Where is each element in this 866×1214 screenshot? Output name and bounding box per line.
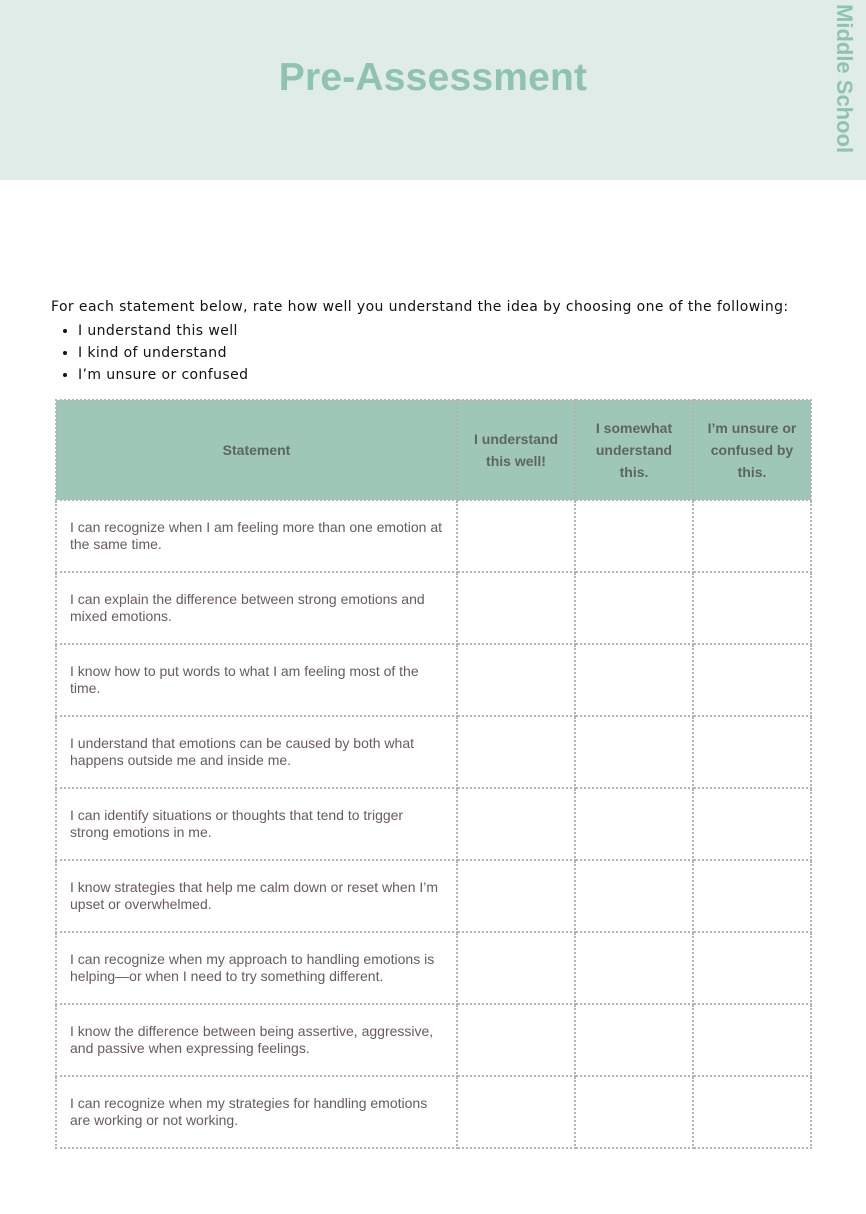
- statement-cell: I can explain the difference between strong emotions and mixed emotions.: [56, 572, 457, 644]
- statement-cell: I understand that emotions can be caused by both what happens outside me and inside me.: [56, 716, 457, 788]
- rating-cell-well[interactable]: [457, 644, 575, 716]
- page-title: Pre-Assessment: [278, 56, 588, 99]
- header-statement: Statement: [56, 400, 457, 500]
- rating-cell-somewhat[interactable]: [575, 1076, 693, 1148]
- statement-cell: I can recognize when my strategies for handling emotions are working or not working.: [56, 1076, 457, 1148]
- table-row: [56, 644, 811, 716]
- rating-cell-well[interactable]: [457, 788, 575, 860]
- rating-cell-unsure[interactable]: [693, 860, 811, 932]
- rating-cell-somewhat[interactable]: [575, 716, 693, 788]
- table-row: [56, 788, 811, 860]
- rating-option: • I kind of understand: [78, 342, 841, 364]
- rating-cell-unsure[interactable]: [693, 1076, 811, 1148]
- table-row: [56, 1076, 811, 1148]
- rating-cell-well[interactable]: [457, 1076, 575, 1148]
- rating-option: • I understand this well: [78, 320, 841, 342]
- rating-cell-unsure[interactable]: [693, 716, 811, 788]
- rating-cell-well[interactable]: [457, 1004, 575, 1076]
- rating-cell-unsure[interactable]: [693, 644, 811, 716]
- table-row: [56, 932, 811, 1004]
- statement-cell: I know how to put words to what I am feeling most of the time.: [56, 644, 457, 716]
- rating-cell-somewhat[interactable]: [575, 860, 693, 932]
- rating-options-list: [51, 320, 841, 386]
- table-row: [56, 860, 811, 932]
- table-row: [56, 716, 811, 788]
- rating-cell-somewhat[interactable]: [575, 500, 693, 572]
- statement-cell: I can recognize when my approach to handling emotions is helping—or when I need to try something different.: [56, 932, 457, 1004]
- instructions: [51, 297, 841, 386]
- rating-cell-somewhat[interactable]: [575, 932, 693, 1004]
- table-header-row: [56, 400, 811, 500]
- rating-cell-somewhat[interactable]: [575, 788, 693, 860]
- header-somewhat-understand: I somewhat understand this.: [575, 400, 693, 500]
- rating-cell-unsure[interactable]: [693, 572, 811, 644]
- rating-cell-well[interactable]: [457, 500, 575, 572]
- statement-cell: I know strategies that help me calm down or reset when I’m upset or overwhelmed.: [56, 860, 457, 932]
- rating-cell-well[interactable]: [457, 572, 575, 644]
- rating-cell-unsure[interactable]: [693, 788, 811, 860]
- statement-cell: I can identify situations or thoughts that tend to trigger strong emotions in me.: [56, 788, 457, 860]
- rating-option: • I’m unsure or confused: [78, 364, 841, 386]
- table-row: [56, 1004, 811, 1076]
- rating-cell-unsure[interactable]: [693, 932, 811, 1004]
- rating-cell-unsure[interactable]: [693, 1004, 811, 1076]
- rating-cell-well[interactable]: [457, 716, 575, 788]
- table-row: [56, 572, 811, 644]
- rating-cell-well[interactable]: [457, 932, 575, 1004]
- rating-cell-somewhat[interactable]: [575, 644, 693, 716]
- instructions-intro: For each statement below, rate how well you understand the idea by choosing one of the following:: [51, 299, 789, 315]
- rating-cell-unsure[interactable]: [693, 500, 811, 572]
- header-unsure-confused: I’m unsure or confused by this.: [693, 400, 811, 500]
- assessment-table: [55, 399, 812, 1149]
- grade-level-label: Middle School: [832, 4, 857, 154]
- header-understand-well: I understand this well!: [457, 400, 575, 500]
- statement-cell: I know the difference between being assertive, aggressive, and passive when expressing feelings.: [56, 1004, 457, 1076]
- statement-cell: I can recognize when I am feeling more than one emotion at the same time.: [56, 500, 457, 572]
- rating-cell-somewhat[interactable]: [575, 572, 693, 644]
- rating-cell-somewhat[interactable]: [575, 1004, 693, 1076]
- rating-cell-well[interactable]: [457, 860, 575, 932]
- table-row: [56, 500, 811, 572]
